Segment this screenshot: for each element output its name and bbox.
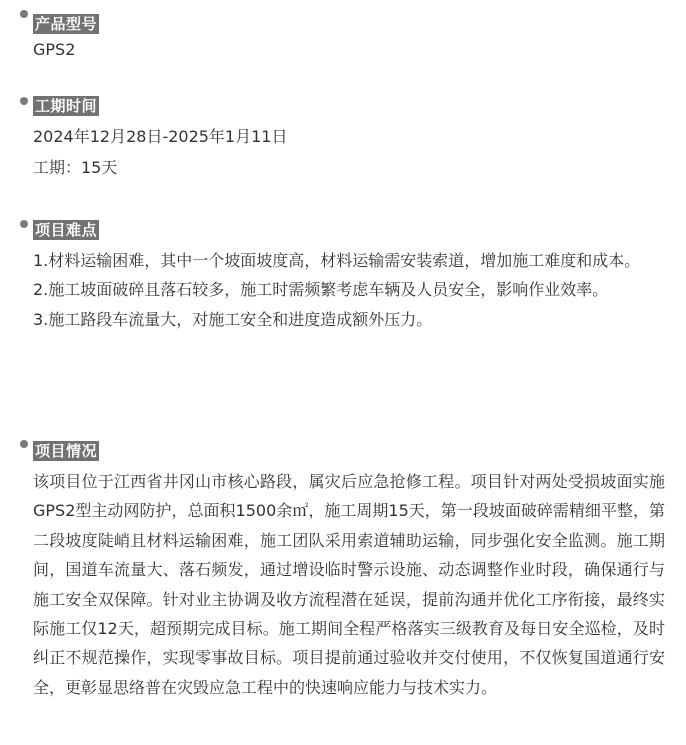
situation-paragraph: 该项目位于江西省井冈山市核心路段，属灾后应急抢修工程。项目针对两处受损坡面实施GPS2型主动网防护，总面积1500余㎡，施工周期15天，第一段坡面破碎需精细平整，第二段坡度陡峭且材料运输困难，施工团队采用索道辅助运输，同步强化安全监测。施工期间，国道车流量大、落石频发，通过增设临时警示设施、动态调整作业时段，确保通行与施工安全双保障。针对业主协调及收方流程潜在延误，提前沟通并优化工序衔接，最终实际施工仅12天，超预期完成目标。施工期间全程严格落实三级教育及每日安全巡检，及时纠正不规范操作，实现零事故目标。项目提前通过验收并交付使用，不仅恢复国道通行安全，更彰显思络普在灾毁应急工程中的快速响应能力与技术实力。 (33, 472, 665, 697)
product-model-value: GPS2 (33, 40, 76, 59)
section-heading-difficulties: 项目难点 (35, 221, 98, 239)
section-heading-situation: 项目情况 (35, 442, 98, 460)
bullet-icon (20, 220, 28, 228)
bullet-icon (20, 97, 28, 105)
difficulty-item: 1.材料运输困难，其中一个坡面坡度高，材料运输需安装索道，增加施工难度和成本。 (33, 251, 641, 270)
difficulties-list (33, 246, 665, 334)
section-heading-product: 产品型号 (35, 15, 98, 33)
difficulty-item: 2.施工坡面破碎且落石较多，施工时需频繁考虑车辆及人员安全，影响作业效率。 (33, 280, 609, 300)
section-heading-schedule: 工期时间 (35, 97, 98, 115)
difficulty-item: 3.施工路段车流量大，对施工安全和进度造成额外压力。 (33, 309, 433, 329)
schedule-duration: 工期：15天 (33, 158, 118, 177)
schedule-dates: 2024年12月28日-2025年1月11日 (33, 127, 288, 146)
bullet-icon (20, 440, 28, 448)
bullet-icon (20, 10, 28, 18)
